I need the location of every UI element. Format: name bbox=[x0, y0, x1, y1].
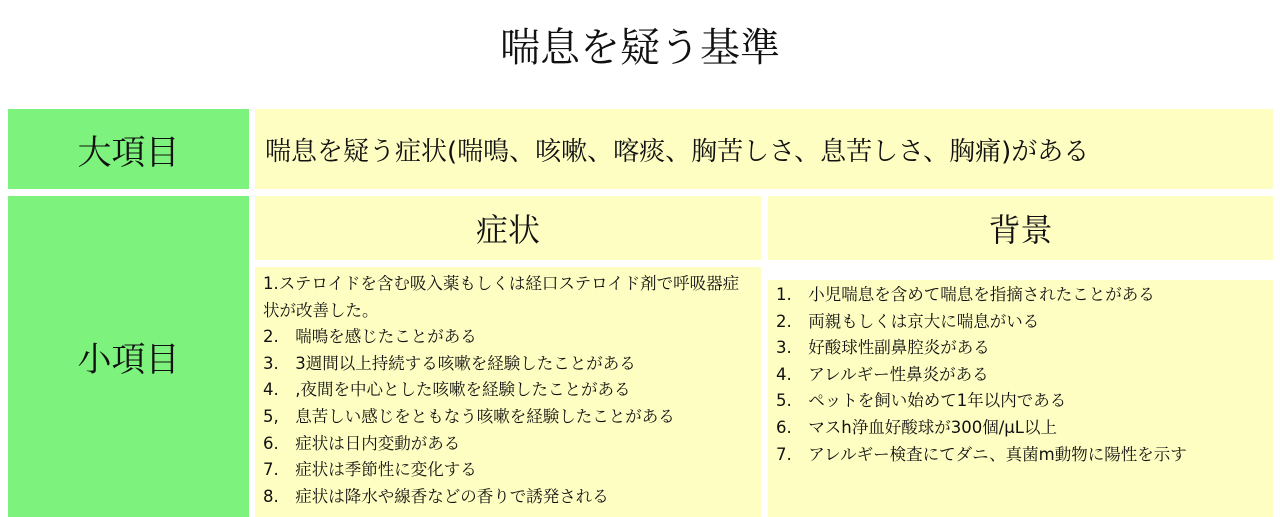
list-item: 1. 小児喘息を含めて喘息を指摘されたことがある bbox=[776, 285, 1155, 304]
background-column-header: 背景 bbox=[768, 196, 1273, 260]
list-item: 3. 好酸球性副鼻腔炎がある bbox=[776, 338, 990, 358]
major-criteria-text: 喘息を疑う症状(喘鳴、咳嗽、喀痰、胸苦しさ、息苦しさ、胸痛)がある bbox=[255, 109, 1273, 189]
list-item: 2. 両親もしくは京大に喘息がいる bbox=[776, 311, 1040, 331]
symptoms-list bbox=[255, 267, 761, 517]
background-list bbox=[768, 280, 1273, 517]
list-item: 4. ,夜間を中心とした咳嗽を経験したことがある bbox=[263, 380, 631, 400]
major-criteria-header: 大項目 bbox=[8, 109, 249, 189]
list-item: 8. 症状は降水や線香などの香りで誘発される bbox=[263, 486, 609, 506]
list-item: 1.ステロイドを含む吸入薬もしくは経口ステロイド剤で呼吸器症状が改善した。 bbox=[263, 274, 740, 320]
symptoms-column-header: 症状 bbox=[255, 196, 761, 260]
list-item: 4. アレルギー性鼻炎がある bbox=[776, 364, 989, 384]
list-item: 2. 喘鳴を感じたことがある bbox=[263, 327, 477, 347]
list-item: 6. マスh浄血好酸球が300個/μL以上 bbox=[776, 417, 1057, 437]
list-item: 5, 息苦しい感じをともなう咳嗽を経験したことがある bbox=[263, 406, 675, 426]
list-item: 7. アレルギー検査にてダニ、真菌m動物に陽性を示す bbox=[776, 444, 1187, 464]
minor-criteria-header: 小項目 bbox=[8, 196, 249, 517]
page-title: 喘息を疑う基準 bbox=[500, 25, 780, 71]
list-item: 3. 3週間以上持続する咳嗽を経験したことがある bbox=[263, 353, 636, 373]
list-item: 6. 症状は日内変動がある bbox=[263, 433, 461, 453]
list-item: 7. 症状は季節性に変化する bbox=[263, 460, 477, 480]
list-item: 5. ペットを飼い始めて1年以内である bbox=[776, 391, 1067, 411]
